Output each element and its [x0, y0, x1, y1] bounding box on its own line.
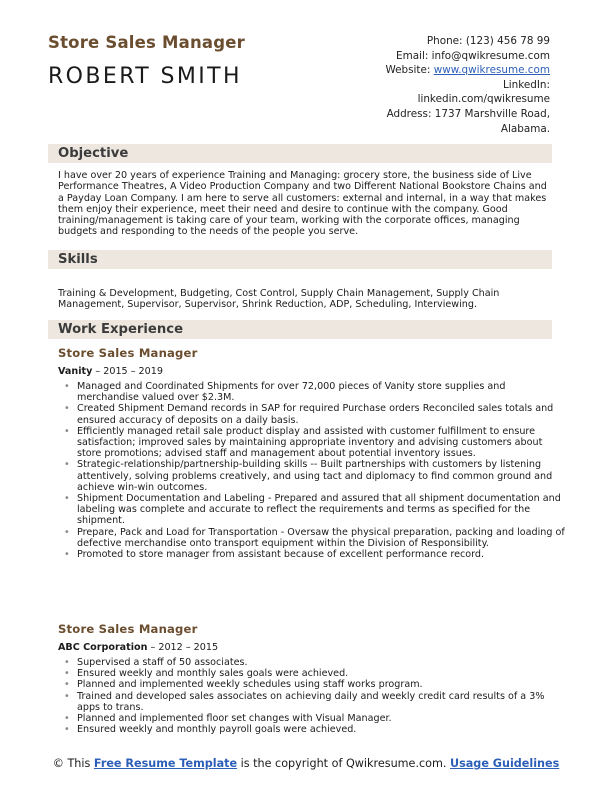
work-heading: Work Experience [58, 322, 184, 337]
contact-linkedin-value: linkedin.com/qwikresume [417, 93, 550, 106]
address-line2: Alabama. [500, 122, 550, 135]
address-label: Address: [386, 107, 432, 120]
job-bullet: • Created Shipment Demand records in SAP for required Purchase orders Reconciled sales totals and ensured accuracy of deposits on a daily basis. [77, 403, 569, 425]
job-title: Store Sales Manager [58, 346, 198, 360]
job-company: Vanity [58, 366, 93, 377]
job-bullet: • Prepare, Pack and Load for Transportation - Oversaw the physical preparation, packing and loading of defective merchandise onto transport equipment within the Division of Responsibility. [77, 527, 569, 549]
job-bullet: • Shipment Documentation and Labeling - Prepared and assured that all shipment documentation and labeling was complete and accurate to reflect the requirements and terms as specified for the shipment. [77, 493, 569, 527]
footer-prefix: © This [52, 757, 94, 770]
email-value: info@qwikresume.com [431, 49, 550, 62]
job-bullets [58, 657, 569, 735]
objective-text: I have over 20 years of experience Training and Managing: grocery store, the business side of Live Performance Theatres, A Video Production Company and two Different National Bookstore Chains and a Payday Loan Company. I am here to serve all customers: external and internal, in a way that makes them enjoy their experience, meet their need and desire to continue with the company. Good training/management is taking care of your team, working with the corporate offices, managing budgets and responding to the needs of the people you serve. [58, 170, 547, 238]
job-employer [58, 366, 163, 377]
skills-text: Training & Development, Budgeting, Cost Control, Supply Chain Management, Supply Chain Management, Supervisor, Supervisor, Shrink Reduction, ADP, Scheduling, Interviewing. [58, 288, 500, 311]
address-line1: 1737 Marshville Road, [434, 107, 550, 120]
job-bullet: • Ensured weekly and monthly payroll goals were achieved. [77, 724, 569, 735]
resume-person-name: ROBERT SMITH [48, 64, 242, 89]
skills-section-header [48, 250, 552, 269]
job-bullet: • Trained and developed sales associates on achieving daily and weekly credit card results of a 3% apps to trans. [77, 691, 569, 713]
contact-phone [280, 34, 550, 49]
objective-section-header [48, 144, 552, 163]
footer-copyright [0, 757, 612, 771]
contact-linkedin-label: LinkedIn: [502, 78, 550, 91]
job-dates: – 2012 – 2015 [147, 642, 219, 653]
contact-website [280, 63, 550, 78]
phone-label: Phone: [426, 35, 463, 47]
job-company: ABC Corporation [58, 642, 148, 653]
job-title: Store Sales Manager [58, 622, 198, 636]
job-employer [58, 642, 218, 653]
objective-heading: Objective [58, 146, 129, 161]
job-bullet: • Planned and implemented floor set changes with Visual Manager. [77, 713, 569, 724]
resume-job-title: Store Sales Manager [48, 33, 245, 52]
job-dates: – 2015 – 2019 [92, 366, 163, 377]
free-resume-template-link[interactable]: Free Resume Template [93, 757, 238, 770]
email-label: Email: [396, 49, 429, 62]
job-bullet: • Strategic-relationship/partnership-building skills -- Built partnerships with customers by listening attentively, solving problems creatively, and using tact and diplomacy to find common ground and achieve win-win outcomes. [77, 459, 569, 493]
contact-email [280, 49, 550, 64]
usage-guidelines-link[interactable]: Usage Guidelines [450, 757, 560, 770]
job-bullet: • Planned and implemented weekly schedules using staff works program. [77, 679, 569, 690]
job-bullet: • Managed and Coordinated Shipments for over 72,000 pieces of Vanity store supplies and merchandise valued over $2.3M. [77, 381, 569, 403]
job-bullet: • Promoted to store manager from assistant because of excellent performance record. [77, 549, 569, 560]
contact-block [280, 34, 550, 136]
contact-address [280, 107, 550, 122]
phone-value: (123) 456 78 99 [465, 35, 550, 47]
skills-heading: Skills [58, 252, 98, 267]
job-bullet: • Supervised a staff of 50 associates. [77, 657, 569, 668]
website-label: Website: [385, 64, 431, 77]
job-bullet: • Ensured weekly and monthly sales goals were achieved. [77, 668, 569, 679]
website-link[interactable]: www.qwikresume.com [433, 64, 550, 77]
footer-middle: is the copyright of Qwikresume.com. [237, 757, 451, 770]
job-bullets [58, 381, 569, 560]
job-bullet: • Efficiently managed retail sale product display and assisted with customer fulfillment to ensure satisfaction; improved sales by maintaining appropriate inventory and advising customers about store promotions; advised staff and management about potential inventory issues. [77, 426, 569, 460]
work-section-header [48, 320, 552, 339]
